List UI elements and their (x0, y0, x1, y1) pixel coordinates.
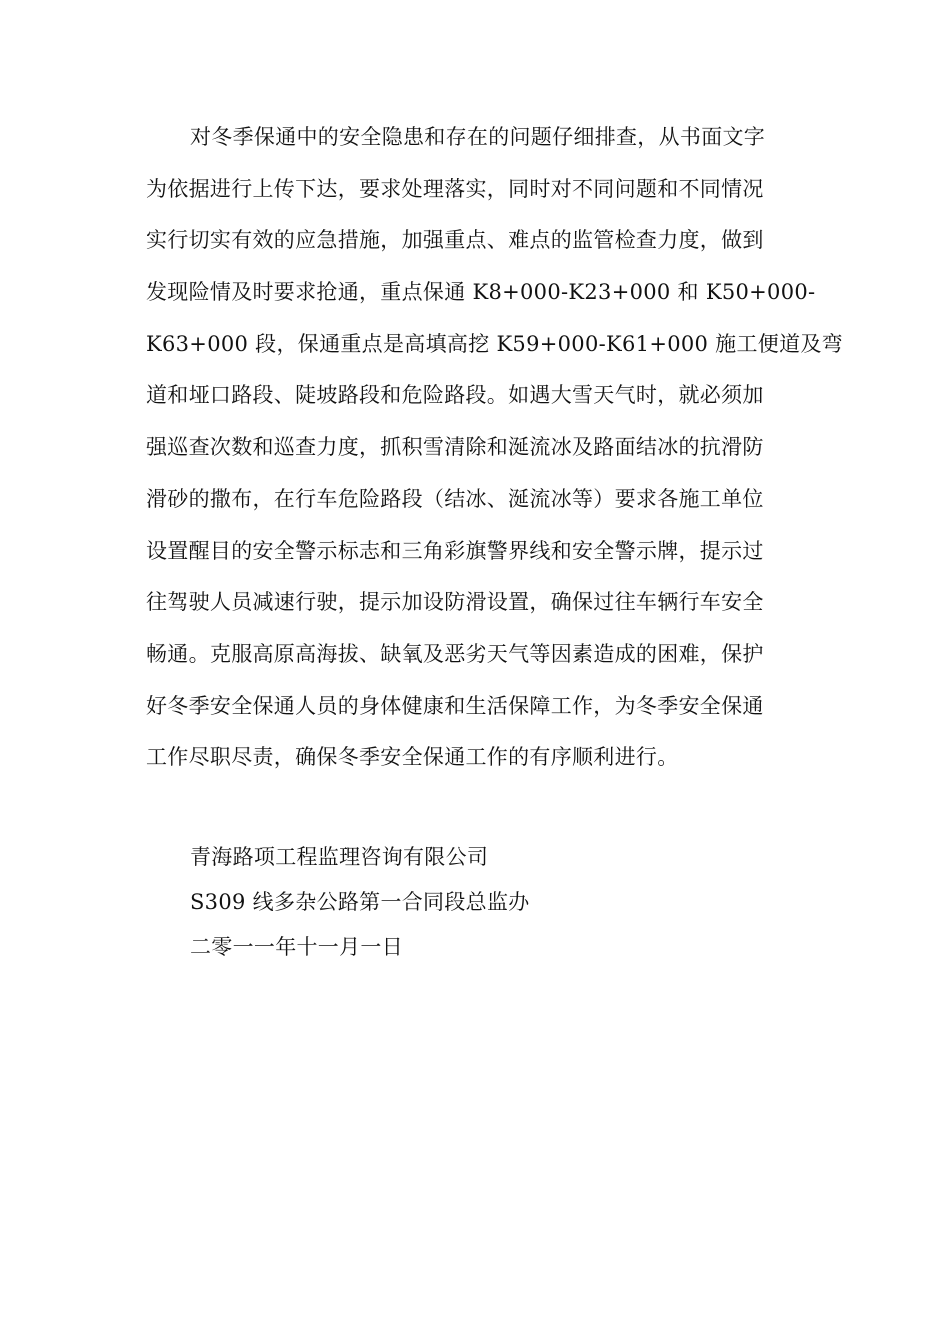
signature-company: 青海路项工程监理咨询有限公司 (190, 845, 489, 869)
paragraph-line: 畅通。克服高原高海拔、缺氧及恶劣天气等因素造成的困难，保护 (146, 641, 764, 666)
paragraph-line: 设置醒目的安全警示标志和三角彩旗警界线和安全警示牌，提示过 (146, 538, 764, 563)
paragraph-line: 滑砂的撒布，在行车危险路段（结冰、涎流冰等）要求各施工单位 (146, 486, 764, 511)
signature-block (190, 836, 530, 971)
paragraph-line: 实行切实有效的应急措施，加强重点、难点的监管检查力度，做到 (146, 228, 764, 253)
paragraph-line: 往驾驶人员减速行驶，提示加设防滑设置，确保过往车辆行车安全 (146, 590, 764, 615)
paragraph-line: 发现险情及时要求抢通，重点保通 K8+000-K23+000 和 K50+000- (146, 280, 816, 305)
paragraph-line: 对冬季保通中的安全隐患和存在的问题仔细排查，从书面文字 (190, 125, 766, 149)
paragraph-line: 强巡查次数和巡查力度，抓积雪清除和涎流冰及路面结冰的抗滑防 (146, 435, 764, 460)
paragraph-line: 道和垭口路段、陡坡路段和危险路段。如遇大雪天气时，就必须加 (146, 383, 764, 408)
signature-office: S309 线多杂公路第一合同段总监办 (190, 890, 530, 914)
paragraph-line: 为依据进行上传下达，要求处理落实，同时对不同问题和不同情况 (146, 176, 764, 201)
paragraph-line: 工作尽职尽责，确保冬季安全保通工作的有序顺利进行。 (146, 745, 679, 770)
body-paragraph (146, 116, 843, 788)
paragraph-line: K63+000 段，保通重点是高填高挖 K59+000-K61+000 施工便道及弯 (146, 331, 843, 356)
signature-date: 二零一一年十一月一日 (190, 935, 403, 959)
paragraph-line: 好冬季安全保通人员的身体健康和生活保障工作，为冬季安全保通 (146, 693, 764, 718)
